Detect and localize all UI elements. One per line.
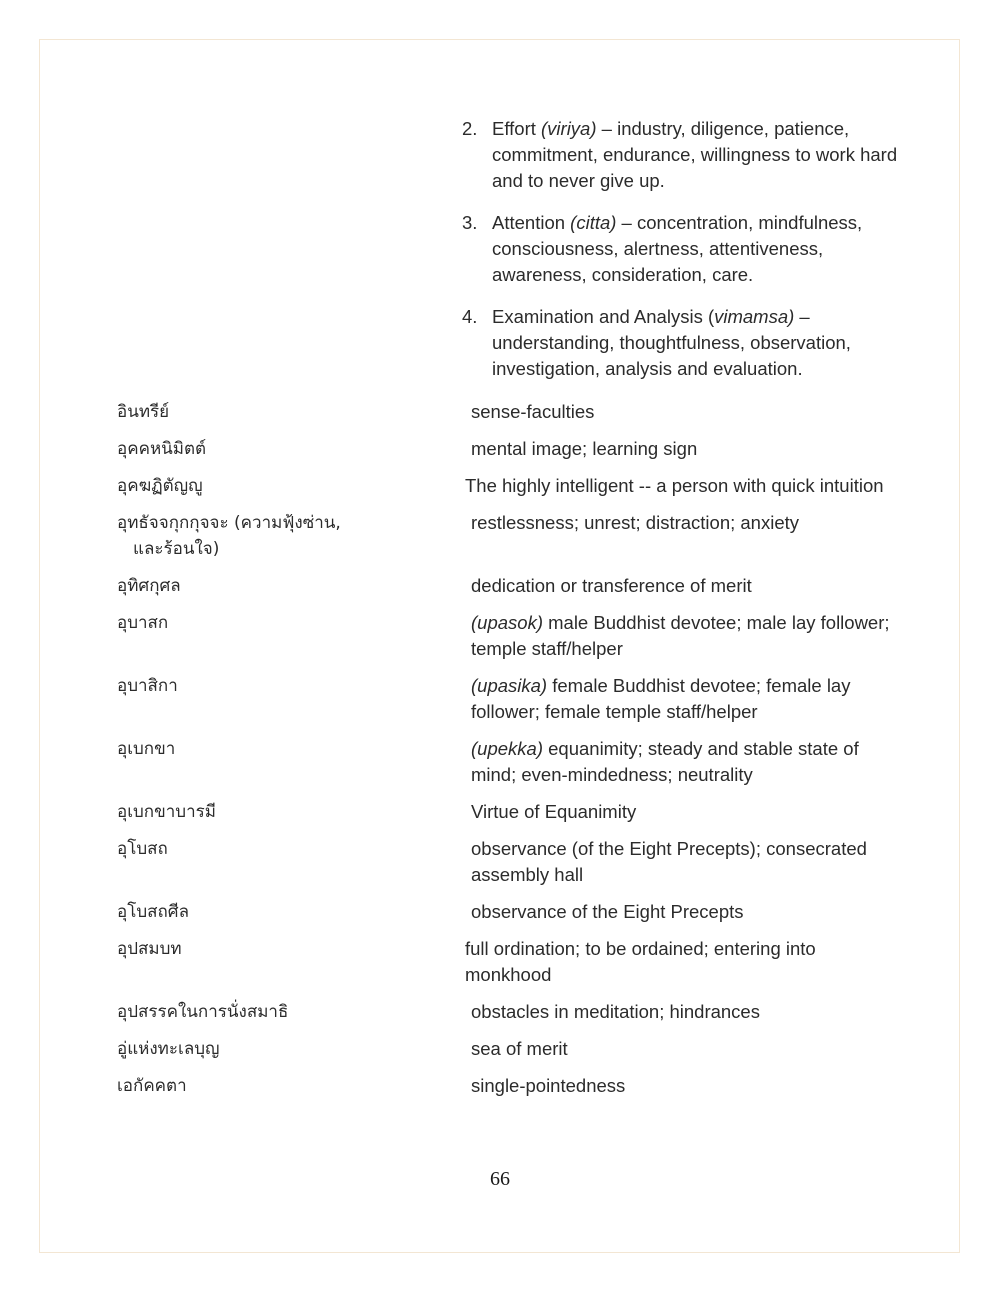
glossary-term: อุโบสถศีล (117, 902, 190, 922)
glossary-term: อู่แห่งทะเลบุญ (117, 1039, 220, 1059)
glossary-definition: (upekka) equanimity; steady and stable state of mind; even-mindedness; neutrality (471, 738, 859, 785)
glossary-entry (117, 1073, 917, 1099)
glossary (117, 399, 917, 1110)
glossary-term: อุคคหนิมิตต์ (117, 439, 207, 459)
glossary-term: อุโบสถ (117, 839, 168, 859)
glossary-definition: observance (of the Eight Precepts); consecrated assembly hall (471, 838, 867, 885)
glossary-term: อุปสมบท (117, 939, 182, 959)
glossary-definition: restlessness; unrest; distraction; anxiety (471, 512, 800, 533)
list-item: 3. Attention (citta) – concentration, mindfulness, consciousness, alertness, attentiveness, awareness, consideration, care. (462, 212, 863, 285)
glossary-term: อินทรีย์ (117, 402, 170, 422)
glossary-definition: full ordination; to be ordained; entering into monkhood (465, 938, 816, 985)
glossary-definition: sea of merit (471, 1038, 568, 1059)
list-item: 4. Examination and Analysis (vimamsa) – understanding, thoughtfulness, observation, investigation, analysis and evaluation. (462, 306, 851, 379)
page-number: 66 (490, 1168, 510, 1190)
glossary-entry (117, 736, 917, 788)
glossary-definition: obstacles in meditation; hindrances (471, 1001, 760, 1022)
glossary-entry (117, 610, 917, 662)
glossary-entry (117, 473, 917, 499)
glossary-definition: (upasika) female Buddhist devotee; female lay follower; female temple staff/helper (471, 675, 851, 722)
glossary-entry (117, 573, 917, 599)
glossary-entry (117, 836, 917, 888)
numbered-list (462, 116, 902, 398)
glossary-definition: Virtue of Equanimity (471, 801, 637, 822)
glossary-definition: The highly intelligent -- a person with quick intuition (465, 475, 884, 496)
glossary-term: อุปสรรคในการนั่งสมาธิ (117, 1002, 289, 1022)
glossary-entry (117, 436, 917, 462)
glossary-definition: sense-faculties (471, 401, 595, 422)
glossary-definition: observance of the Eight Precepts (471, 901, 744, 922)
list-number: 2. (462, 118, 478, 139)
glossary-term: อุเบกขา (117, 739, 176, 759)
glossary-entry (117, 799, 917, 825)
glossary-entry (117, 399, 917, 425)
glossary-entry (117, 510, 917, 562)
glossary-term: อุบาสก (117, 613, 169, 633)
glossary-term: อุบาสิกา (117, 676, 178, 696)
glossary-term: อุคฆฏิตัญญู (117, 476, 203, 496)
glossary-definition: single-pointedness (471, 1075, 626, 1096)
glossary-term: อุทธัจจกุกกุจจะ (ความฟุ้งซ่าน, และร้อนใจ) (117, 513, 341, 559)
glossary-entry (117, 936, 917, 988)
glossary-entry (117, 999, 917, 1025)
glossary-entry (117, 673, 917, 725)
glossary-term: อุทิศกุศล (117, 576, 181, 596)
glossary-term: เอกัคคตา (117, 1076, 187, 1096)
glossary-entry (117, 1036, 917, 1062)
list-number: 4. (462, 306, 478, 327)
glossary-entry (117, 899, 917, 925)
glossary-definition: (upasok) male Buddhist devotee; male lay follower; temple staff/helper (471, 612, 890, 659)
glossary-definition: mental image; learning sign (471, 438, 698, 459)
list-item: 2. Effort (viriya) – industry, diligence, patience, commitment, endurance, willingness to work hard and to never give up. (462, 118, 898, 191)
glossary-term: อุเบกขาบารมี (117, 802, 216, 822)
list-number: 3. (462, 212, 478, 233)
glossary-definition: dedication or transference of merit (471, 575, 752, 596)
